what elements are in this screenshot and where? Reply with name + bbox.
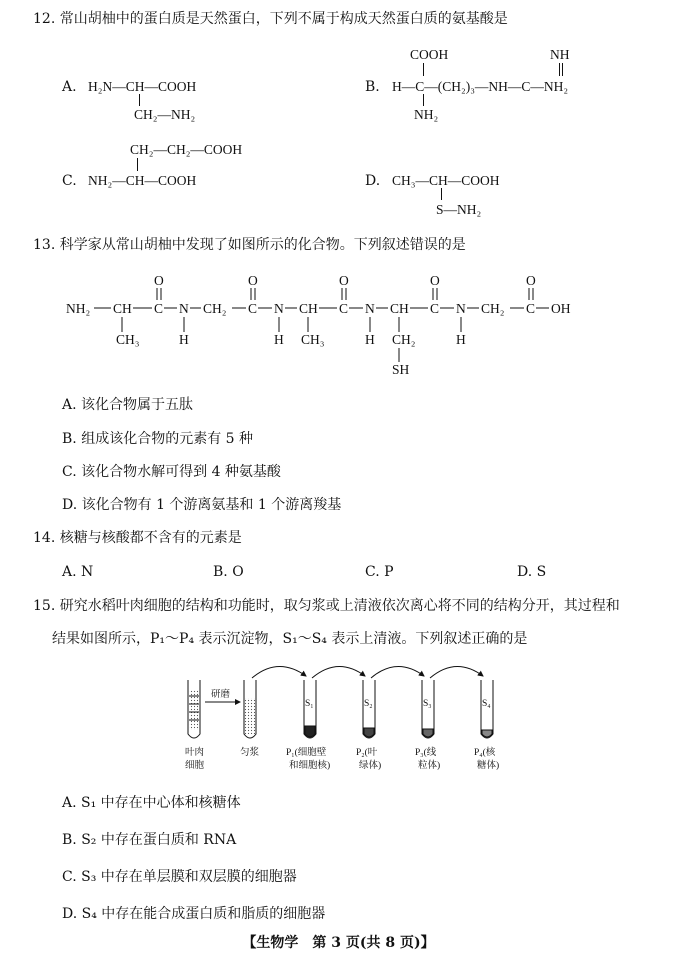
q13-struct-c: C [430, 301, 440, 316]
q13-struct-c: C [526, 301, 536, 316]
q15-fig-tube4-label: P₂(叶 [356, 748, 378, 758]
q15-fig-tube6-label2: 糖体) [477, 761, 500, 771]
q15-fig-tube2-label: 匀浆 [240, 748, 260, 758]
q13-peptide-structure [60, 262, 590, 384]
q13-struct-sh: SH [392, 362, 410, 377]
q15-fig-tube1-label: 叶肉 [185, 748, 205, 758]
q15-stem-line1: 15. 研究水稻叶肉细胞的结构和功能时，取匀浆或上清液依次离心将不同的结构分开，其过程和 [33, 598, 620, 614]
q12-option-b-letter: B. [365, 79, 380, 95]
q12-option-a-letter: A. [62, 79, 77, 95]
q13-struct-ch: CH [390, 301, 409, 316]
q13-struct-ch: CH [113, 301, 132, 316]
q13-option-d: D. 该化合物有 1 个游离氨基和 1 个游离羧基 [62, 497, 342, 513]
q15-fig-s1: S₁ [305, 699, 314, 709]
q14-stem: 14. 核糖与核酸都不含有的元素是 [33, 530, 242, 546]
q12-option-b-double-bond [559, 63, 563, 76]
q15-fig-s3: S₃ [423, 699, 432, 709]
q13-struct-h: H [456, 332, 466, 347]
q12-option-b-formula: H—C—(CH₂)₃—NH—C—NH₂ [392, 79, 569, 94]
q13-struct-n: N [456, 301, 466, 316]
q13-struct-o: O [339, 273, 349, 288]
q12-option-b-top: COOH [410, 47, 449, 62]
q13-struct-c: C [248, 301, 258, 316]
q15-fig-tube3-label2: 和细胞核) [289, 761, 331, 771]
q13-struct-c: C [339, 301, 349, 316]
q14-option-c: C. P [365, 564, 394, 580]
q13-struct-o: O [430, 273, 440, 288]
q13-option-c: C. 该化合物水解可得到 4 种氨基酸 [62, 464, 281, 480]
q15-fig-arrow-label: 研磨 [211, 690, 231, 700]
q13-struct-oh: OH [551, 301, 571, 316]
q14-option-d: D. S [517, 564, 547, 580]
q15-centrifuge-figure [178, 660, 508, 780]
q15-fig-tube1-label2: 细胞 [185, 761, 205, 771]
q12-option-a-bond [139, 94, 140, 106]
q15-stem-line2: 结果如图所示，P₁～P₄ 表示沉淀物，S₁～S₄ 表示上清液。下列叙述正确的是 [52, 631, 528, 647]
q13-struct-o: O [526, 273, 536, 288]
q13-struct-n: N [365, 301, 375, 316]
q12-option-b-bond-down [423, 94, 424, 106]
page-footer: 【生物学 第 3 页(共 8 页)】 [242, 935, 435, 951]
q13-struct-c: C [154, 301, 164, 316]
q12-option-b-nh: NH [550, 47, 570, 62]
q13-stem: 13. 科学家从常山胡柚中发现了如图所示的化合物。下列叙述错误的是 [33, 237, 466, 253]
q13-struct-n: N [274, 301, 284, 316]
q13-struct-ch2: CH₂ [392, 332, 416, 347]
q13-struct-ch3: CH₃ [301, 332, 325, 347]
q14-option-a: A. N [62, 564, 94, 580]
q12-option-d-bond [441, 188, 442, 200]
q15-option-d: D. S₄ 中存在能合成蛋白质和脂质的细胞器 [62, 906, 326, 922]
q12-option-c-bond [137, 158, 138, 171]
q13-option-a: A. 该化合物属于五肽 [62, 397, 194, 413]
q13-struct-ch: CH [299, 301, 318, 316]
q12-option-d-letter: D. [365, 173, 381, 189]
q12-stem: 12. 常山胡柚中的蛋白质是天然蛋白，下列不属于构成天然蛋白质的氨基酸是 [33, 11, 508, 27]
q15-option-a: A. S₁ 中存在中心体和核糖体 [62, 795, 241, 811]
q12-option-d-formula: CH₃—CH—COOH [392, 173, 500, 188]
q12-option-a-formula: H₂N—CH—COOH [88, 79, 197, 94]
q13-struct-ch3: CH₃ [116, 332, 140, 347]
q13-struct-o: O [248, 273, 258, 288]
q15-option-c: C. S₃ 中存在单层膜和双层膜的细胞器 [62, 869, 297, 885]
q13-struct-ch2: CH₂ [203, 301, 227, 316]
q12-option-c-formula: NH₂—CH—COOH [88, 173, 197, 188]
q13-struct-ch2: CH₂ [481, 301, 505, 316]
q15-fig-tube4-label2: 绿体) [359, 761, 382, 771]
q13-struct-h: H [179, 332, 189, 347]
q12-option-b-bottom: NH₂ [414, 107, 439, 122]
q14-option-b: B. O [213, 564, 244, 580]
q15-fig-tube5-label2: 粒体) [418, 761, 441, 771]
q15-fig-tube6-label: P₄(核 [474, 748, 496, 758]
q15-fig-s2: S₂ [364, 699, 373, 709]
q15-fig-s4: S₄ [482, 699, 491, 709]
q13-struct-nh2: NH₂ [66, 301, 91, 316]
q13-struct-h: H [274, 332, 284, 347]
q12-option-d-side-chain: S—NH₂ [436, 202, 482, 217]
q13-struct-o: O [154, 273, 164, 288]
q15-fig-tube3-label: P₁(细胞壁 [286, 748, 327, 758]
q12-option-c-top: CH₂—CH₂—COOH [130, 142, 243, 157]
q13-option-b: B. 组成该化合物的元素有 5 种 [62, 431, 253, 447]
q13-struct-n: N [179, 301, 189, 316]
q13-struct-h: H [365, 332, 375, 347]
q12-option-c-letter: C. [62, 173, 77, 189]
q15-option-b: B. S₂ 中存在蛋白质和 RNA [62, 832, 237, 848]
q12-option-a-side-chain: CH₂—NH₂ [134, 107, 196, 122]
q15-fig-tube5-label: P₃(线 [415, 748, 437, 758]
q12-option-b-bond-up [423, 63, 424, 76]
